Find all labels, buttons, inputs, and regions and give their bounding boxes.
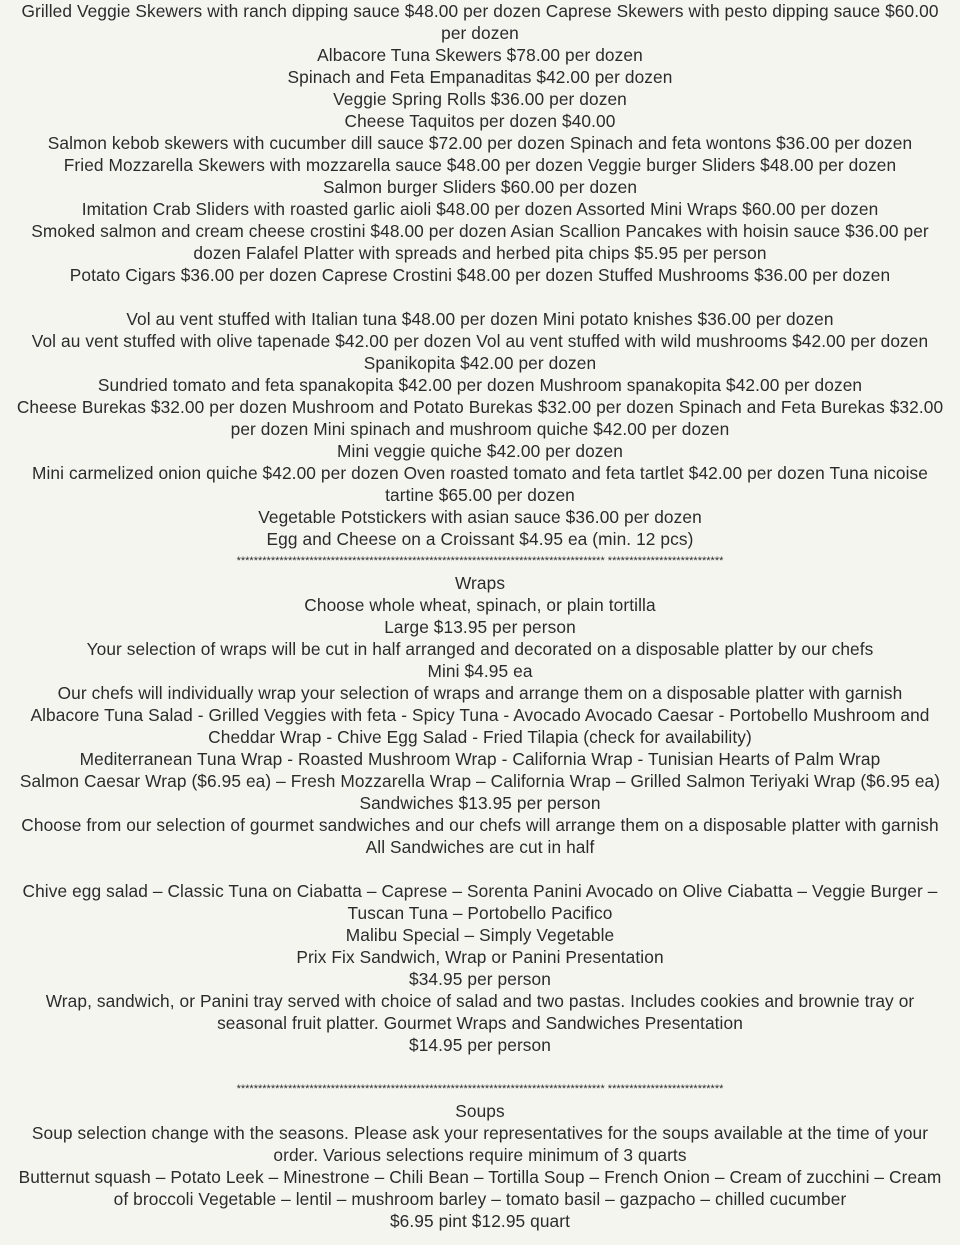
menu-line: Your selection of wraps will be cut in half arranged and decorated on a disposable platter by our chefs: [86, 639, 874, 659]
menu-line: Cheese Burekas $32.00 per dozen Mushroom and Potato Burekas $32.00 per dozen Spinach and Feta Burekas $32.00 per dozen Mini spinach and mushroom quiche $42.00 per dozen: [16, 397, 944, 439]
section-divider: ************************************************************************************** ***************************: [236, 555, 724, 567]
menu-line: Malibu Special – Simply Vegetable: [345, 925, 615, 945]
menu-line: Salmon kebob skewers with cucumber dill sauce $72.00 per dozen Spinach and feta wontons $36.00 per dozen: [47, 133, 913, 153]
menu-line: Choose whole wheat, spinach, or plain tortilla: [304, 595, 656, 615]
menu-line: Mini carmelized onion quiche $42.00 per dozen Oven roasted tomato and feta tartlet $42.00 per dozen Tuna nicoise tartine $65.00 per dozen: [32, 463, 928, 505]
blank-line: [14, 286, 946, 308]
menu-line: Spinach and Feta Empanaditas $42.00 per dozen: [287, 67, 673, 87]
menu-line: Vol au vent stuffed with Italian tuna $48.00 per dozen Mini potato knishes $36.00 per dozen: [126, 309, 834, 329]
menu-line: Salmon Caesar Wrap ($6.95 ea) – Fresh Mozzarella Wrap – California Wrap – Grilled Salmon Teriyaki Wrap ($6.95 ea): [19, 771, 941, 791]
menu-line: Veggie Spring Rolls $36.00 per dozen: [333, 89, 627, 109]
menu-line: Mediterranean Tuna Wrap - Roasted Mushroom Wrap - California Wrap - Tunisian Hearts of Palm Wrap: [79, 749, 881, 769]
menu-line: Wraps: [454, 573, 506, 593]
menu-line: Soups: [455, 1101, 505, 1121]
menu-line: Choose from our selection of gourmet sandwiches and our chefs will arrange them on a disposable platter with garnish: [21, 815, 939, 835]
menu-line: Soup selection change with the seasons. Please ask your representatives for the soups available at the time of your order. Various selections require minimum of 3 quarts: [31, 1123, 929, 1165]
menu-line: Our chefs will individually wrap your selection of wraps and arrange them on a disposable platter with garnish: [57, 683, 903, 703]
menu-line: Fried Mozzarella Skewers with mozzarella sauce $48.00 per dozen Veggie burger Sliders $48.00 per dozen: [63, 155, 897, 175]
menu-line: Grilled Veggie Skewers with ranch dipping sauce $48.00 per dozen Caprese Skewers with pesto dipping sauce $60.00 per dozen: [21, 1, 939, 43]
menu-line: Mini $4.95 ea: [427, 661, 533, 681]
menu-line: $34.95 per person: [409, 969, 551, 989]
menu-line: Egg and Cheese on a Croissant $4.95 ea (min. 12 pcs): [266, 529, 694, 549]
blank-line: [14, 858, 946, 880]
menu-line: Chive egg salad – Classic Tuna on Ciabatta – Caprese – Sorenta Panini Avocado on Olive Ciabatta – Veggie Burger – Tuscan Tuna – Portobello Pacifico: [22, 881, 938, 923]
menu-line: Sandwiches $13.95 per person: [359, 793, 601, 813]
menu-line: Mini veggie quiche $42.00 per dozen: [337, 441, 623, 461]
menu-line: Vol au vent stuffed with olive tapenade $42.00 per dozen Vol au vent stuffed with wild mushrooms $42.00 per dozen Spanikopita $42.00 per dozen: [31, 331, 929, 373]
blank-line: [14, 1056, 946, 1078]
menu-line: Vegetable Potstickers with asian sauce $36.00 per dozen: [258, 507, 702, 527]
menu-line: Butternut squash – Potato Leek – Minestrone – Chili Bean – Tortilla Soup – French Onion – Cream of zucchini – Cream of broccoli Vegetable – lentil – mushroom barley – tomato basil – gazpacho – chilled cucumber: [18, 1167, 942, 1209]
menu-line: Albacore Tuna Salad - Grilled Veggies with feta - Spicy Tuna - Avocado Avocado Caesar - Portobello Mushroom and Cheddar Wrap - Chive Egg Salad - Fried Tilapia (check for availability): [30, 705, 930, 747]
menu-line: All Sandwiches are cut in half: [365, 837, 595, 857]
menu-line: Prix Fix Sandwich, Wrap or Panini Presentation: [296, 947, 664, 967]
menu-line: Large $13.95 per person: [384, 617, 576, 637]
section-divider: ************************************************************************************** ***************************: [236, 1083, 724, 1095]
menu-line: Salmon burger Sliders $60.00 per dozen: [322, 177, 638, 197]
menu-line: Sundried tomato and feta spanakopita $42.00 per dozen Mushroom spanakopita $42.00 per dozen: [97, 375, 863, 395]
menu-line: Wrap, sandwich, or Panini tray served with choice of salad and two pastas. Includes cookies and brownie tray or seasonal fruit platter. Gourmet Wraps and Sandwiches Presentation: [45, 991, 915, 1033]
menu-line: Smoked salmon and cream cheese crostini $48.00 per dozen Asian Scallion Pancakes with hoisin sauce $36.00 per dozen Falafel Platter with spreads and herbed pita chips $5.95 per person: [31, 221, 929, 263]
menu-line: Potato Cigars $36.00 per dozen Caprese Crostini $48.00 per dozen Stuffed Mushrooms $36.00 per dozen: [69, 265, 891, 285]
menu-line: Cheese Taquitos per dozen $40.00: [344, 111, 616, 131]
menu-line: Albacore Tuna Skewers $78.00 per dozen: [317, 45, 643, 65]
menu-line: $14.95 per person: [409, 1035, 551, 1055]
menu-line: $6.95 pint $12.95 quart: [389, 1211, 571, 1231]
menu-line: Imitation Crab Sliders with roasted garlic aioli $48.00 per dozen Assorted Mini Wraps $60.00 per dozen: [81, 199, 879, 219]
